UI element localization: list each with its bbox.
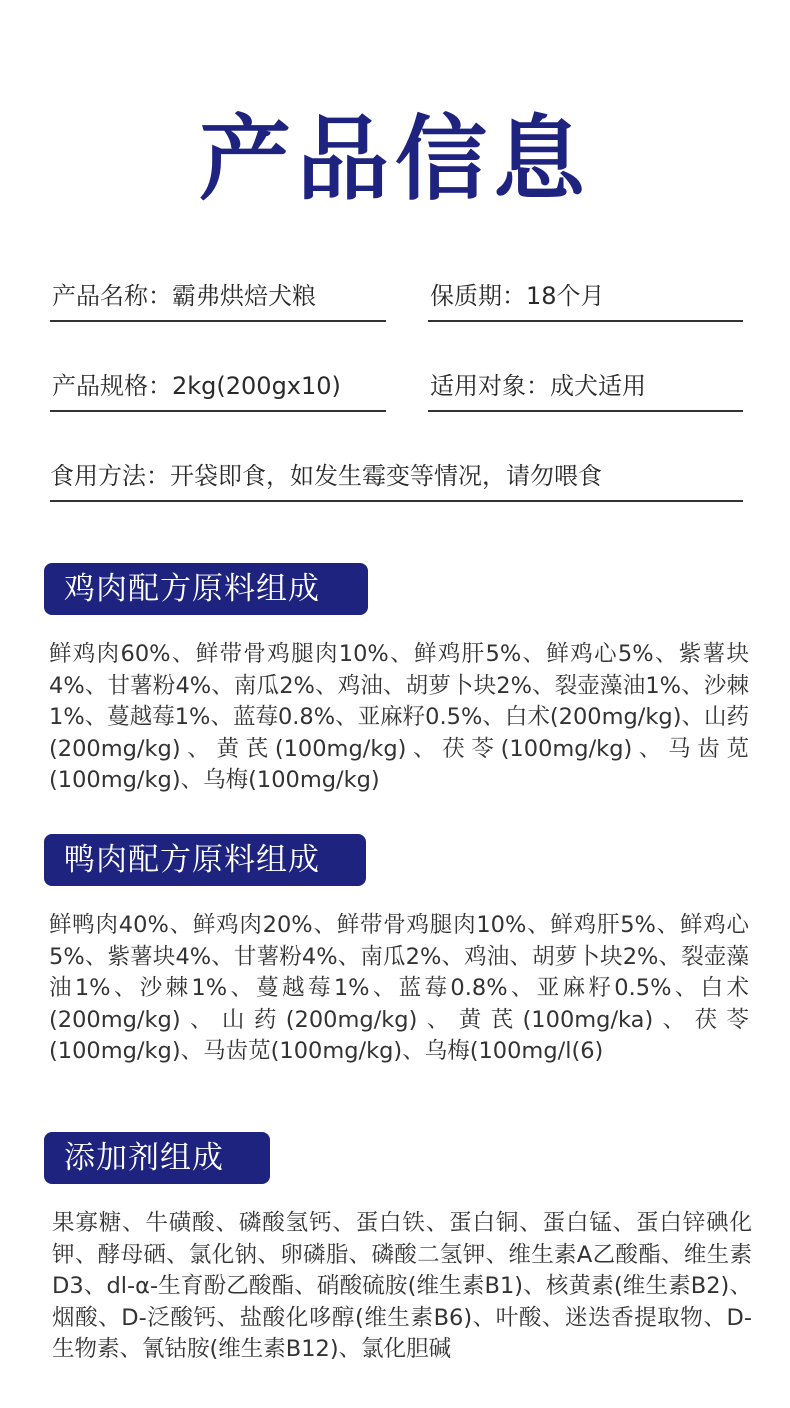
shelf-life-field (428, 280, 743, 322)
target-audience-text: 适用对象：成犬适用 (430, 372, 646, 400)
product-spec-text: 产品规格：2kg(200gx10) (52, 372, 341, 400)
duck-formula-heading: 鸭肉配方原料组成 (44, 834, 366, 886)
target-audience-field (428, 370, 743, 412)
duck-formula-ingredients: 鲜鸭肉40%、鲜鸡肉20%、鲜带骨鸡腿肉10%、鲜鸡肝5%、鲜鸡心5%、紫薯块4%、甘薯粉4%、南瓜2%、鸡油、胡萝卜块2%、裂壶藻油1%、沙棘1%、蔓越莓1%、蓝莓0.8%、亚麻籽0.5%、白术(200mg/kg)、山药(200mg/kg)、黄芪(100mg/ka)、茯苓(100mg/kg)、马齿苋(100mg/kg)、乌梅(100mg/l(6) (49, 912, 749, 1064)
usage-field (50, 460, 743, 502)
additive-heading: 添加剂组成 (44, 1132, 270, 1184)
product-name-field (50, 280, 386, 322)
product-spec-field (50, 370, 386, 412)
product-name-text: 产品名称：霸弗烘焙犬粮 (52, 282, 316, 310)
page-title: 产品信息 (198, 106, 591, 213)
usage-text: 食用方法：开袋即食，如发生霉变等情况，请勿喂食 (50, 462, 602, 490)
additive-ingredients: 果寡糖、牛磺酸、磷酸氢钙、蛋白铁、蛋白铜、蛋白锰、蛋白锌碘化钾、酵母硒、氯化钠、卵磷脂、磷酸二氢钾、维生素A乙酸酯、维生素D3、dl-α-生育酚乙酸酯、硝酸硫胺(维生素B1)、核黄素(维生素B2)、烟酸、D-泛酸钙、盐酸化哆醇(维生素B6)、叶酸、迷迭香提取物、D-生物素、氰钴胺(维生素B12)、氯化胆碱 (52, 1210, 752, 1362)
shelf-life-text: 保质期：18个月 (430, 282, 605, 310)
chicken-formula-heading: 鸡肉配方原料组成 (44, 563, 368, 615)
chicken-formula-ingredients: 鲜鸡肉60%、鲜带骨鸡腿肉10%、鲜鸡肝5%、鲜鸡心5%、紫薯块4%、甘薯粉4%、南瓜2%、鸡油、胡萝卜块2%、裂壶藻油1%、沙棘1%、蔓越莓1%、蓝莓0.8%、亚麻籽0.5%、白术(200mg/kg)、山药(200mg/kg)、黄芪(100mg/kg)、茯苓(100mg/kg)、马齿苋(100mg/kg)、乌梅(100mg/kg) (49, 641, 749, 793)
